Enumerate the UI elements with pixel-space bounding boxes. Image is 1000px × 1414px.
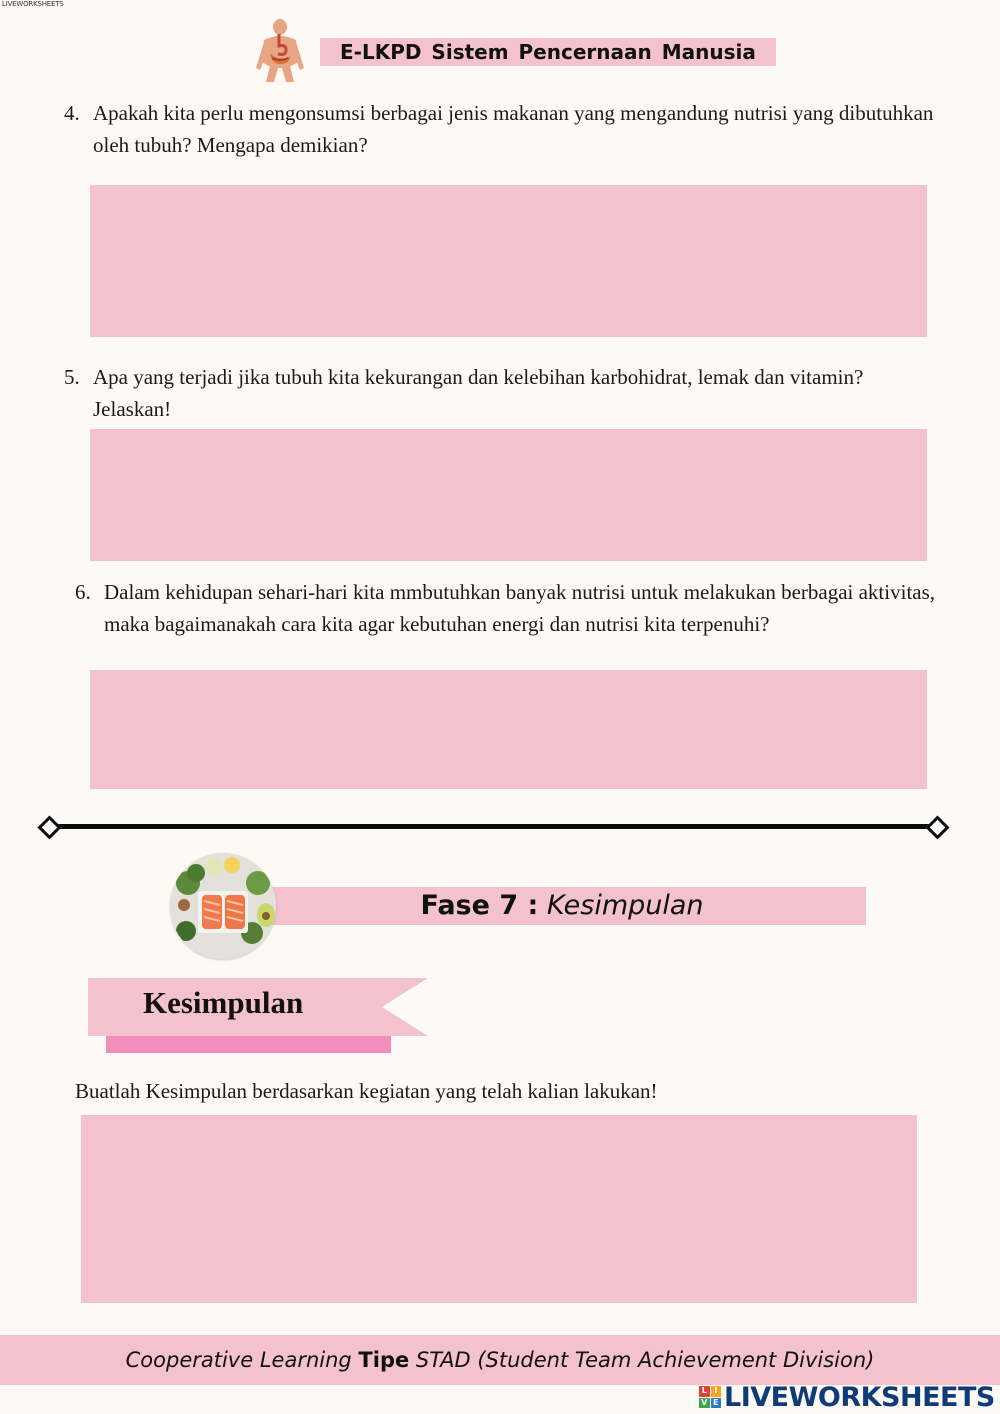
kesimpulan-heading: Kesimpulan xyxy=(143,985,304,1020)
question-6 xyxy=(75,576,940,640)
digestive-system-icon xyxy=(250,18,310,82)
section-divider xyxy=(48,824,938,829)
question-text: Apa yang terjadi jika tubuh kita kekurangan dan kelebihan karbohidrat, lemak dan vitamin? Jelaskan! xyxy=(93,365,864,421)
conclusion-answer-box[interactable] xyxy=(81,1115,917,1303)
conclusion-instruction: Buatlah Kesimpulan berdasarkan kegiatan yang telah kalian lakukan! xyxy=(75,1079,658,1103)
question-text: Dalam kehidupan sehari-hari kita mmbutuhkan banyak nutrisi untuk melakukan berbagai aktivitas, maka bagaimanakah cara kita agar kebutuhan energi dan nutrisi kita terpenuhi? xyxy=(104,580,936,636)
footer-text xyxy=(0,1335,1000,1385)
question-number: 6. xyxy=(75,580,91,604)
divider-diamond-left xyxy=(37,815,61,839)
liveworksheets-small-brand: LIVEWORKSHEETS xyxy=(2,0,64,8)
fase-name: Kesimpulan xyxy=(546,890,704,921)
footer-part2: Tipe xyxy=(358,1348,410,1372)
fase-title xyxy=(258,887,866,925)
fase-label: Fase 7 : xyxy=(420,890,539,921)
healthy-food-image xyxy=(170,853,276,959)
answer-box-6[interactable] xyxy=(90,670,927,789)
page-title: E-LKPD Sistem Pencernaan Manusia xyxy=(340,40,756,64)
question-4 xyxy=(64,97,934,161)
answer-box-5[interactable] xyxy=(90,429,927,561)
logo-letter-v: V xyxy=(699,1398,710,1409)
liveworksheets-wordmark: LIVEWORKSHEETS xyxy=(724,1381,995,1413)
answer-box-4[interactable] xyxy=(90,185,927,337)
question-text: Apakah kita perlu mengonsumsi berbagai jenis makanan yang mengandung nutrisi yang dibutuhkan oleh tubuh? Mengapa demikian? xyxy=(93,101,934,157)
logo-letter-e: E xyxy=(711,1398,722,1409)
question-5 xyxy=(64,361,934,425)
question-number: 5. xyxy=(64,365,80,389)
ribbon-underline xyxy=(106,1036,391,1053)
liveworksheets-icon xyxy=(699,1386,721,1408)
logo-letter-i: I xyxy=(711,1386,722,1397)
footer-part1: Cooperative Learning xyxy=(125,1348,352,1372)
logo-letter-l: L xyxy=(699,1386,710,1397)
liveworksheets-logo[interactable] xyxy=(699,1382,995,1412)
footer-part3: STAD (Student Team Achievement Division) xyxy=(415,1348,875,1372)
divider-diamond-right xyxy=(925,815,949,839)
question-number: 4. xyxy=(64,101,80,125)
